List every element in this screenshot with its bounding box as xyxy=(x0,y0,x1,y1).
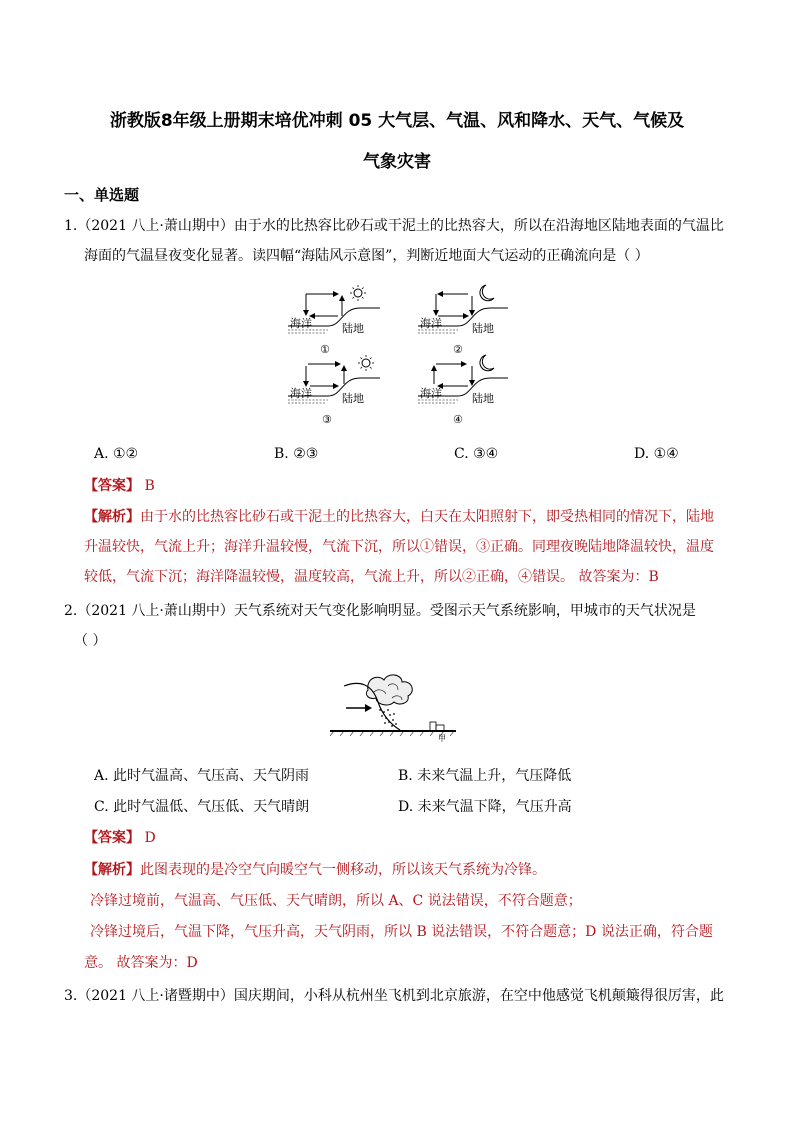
land-label-2: 陆地 xyxy=(472,322,494,335)
q1-option-c: C. ③④ xyxy=(454,446,499,462)
q1-stem-line1: 1.（2021 八上·萧山期中）由于水的比热容比砂石或干泥土的比热容大，所以在沿海地区陆地表面的气温比 xyxy=(64,218,724,234)
document-title-line1: 浙教版8年级上册期末培优冲刺 05 大气层、气温、风和降水、天气、气候及 xyxy=(109,111,685,131)
ocean-label-4: 海洋 xyxy=(420,387,442,400)
sea-land-breeze-figure xyxy=(280,282,510,432)
land-label-1: 陆地 xyxy=(342,322,364,335)
q1-answer-value: B xyxy=(144,478,155,494)
q2-analysis-label: 【解析】 xyxy=(84,862,140,878)
q2-analysis-line2: 冷锋过境前，气温高、气压低、天气晴朗，所以 A、C 说法错误，不符合题意； xyxy=(90,893,582,909)
q2-answer-value: D xyxy=(144,830,156,846)
q1-option-d: D. ①④ xyxy=(634,446,679,462)
q1-option-b: B. ②③ xyxy=(274,446,319,462)
q1-stem-line2: 海面的气温昼夜变化显著。读四幅“海陆风示意图”，判断近地面大气运动的正确流向是（ ） xyxy=(84,248,649,264)
q1-option-a: A. ①② xyxy=(94,446,139,462)
city-icon xyxy=(430,722,436,731)
q2-option-a: A. 此时气温高、气压高、天气阴雨 xyxy=(94,768,310,784)
q1-answer xyxy=(84,476,155,496)
q2-option-d: D. 未来气温下降，气压升高 xyxy=(398,799,572,815)
ocean-label-1: 海洋 xyxy=(290,317,312,330)
section-heading: 一、单选题 xyxy=(64,186,140,204)
q1-analysis-line2: 升温较快，气流上升；海洋升温较慢，气流下沉，所以①错误，③正确。同理夜晚陆地降温较快，温度 xyxy=(84,539,714,555)
ocean-label-3: 海洋 xyxy=(290,387,312,400)
q1-analysis-line1 xyxy=(84,507,714,527)
q2-analysis-line4: 意。 故答案为：D xyxy=(84,955,198,971)
q2-option-c: C. 此时气温低、气压低、天气晴朗 xyxy=(94,799,310,815)
q2-stem-line2: （ ） xyxy=(74,633,107,649)
q2-option-b: B. 未来气温上升，气压降低 xyxy=(398,768,572,784)
q2-analysis-line1 xyxy=(84,860,546,880)
panel-label-1: ① xyxy=(320,343,330,356)
q2-answer-label: 【答案】 xyxy=(84,830,140,846)
q1-analysis-text-1: 由于水的比热容比砂石或干泥土的比热容大，白天在太阳照射下，即受热相同的情况下，陆地 xyxy=(140,509,714,525)
land-label-4: 陆地 xyxy=(472,392,494,405)
q1-analysis-label: 【解析】 xyxy=(84,509,140,525)
document-title-line2: 气象灾害 xyxy=(363,152,431,172)
cloud-icon xyxy=(366,675,412,705)
ocean-label-2: 海洋 xyxy=(420,317,442,330)
panel-label-2: ② xyxy=(453,343,463,356)
q2-stem-line1: 2.（2021 八上·萧山期中）天气系统对天气变化影响明显。受图示天气系统影响，甲城市的天气状况是 xyxy=(64,603,696,619)
q2-answer xyxy=(84,828,156,848)
panel-label-4: ④ xyxy=(453,413,463,426)
q3-stem-line1: 3.（2021 八上·诸暨期中）国庆期间，小科从杭州坐飞机到北京旅游，在空中他感觉飞机颠簸得很厉害，此 xyxy=(64,988,724,1004)
q2-analysis-line3: 冷锋过境后，气温下降，气压升高，天气阴雨，所以 B 说法错误，不符合题意；D 说法正确，符合题 xyxy=(90,924,713,940)
land-label-3: 陆地 xyxy=(342,392,364,405)
panel-label-3: ③ xyxy=(322,413,332,426)
q1-answer-label: 【答案】 xyxy=(84,478,140,494)
q1-analysis-line3: 较低，气流下沉；海洋降温较慢，温度较高，气流上升，所以②正确，④错误。 故答案为：B xyxy=(84,569,659,585)
city-label: 甲 xyxy=(438,734,446,743)
q2-analysis-text-1: 此图表现的是冷空气向暖空气一侧移动，所以该天气系统为冷锋。 xyxy=(140,862,546,878)
